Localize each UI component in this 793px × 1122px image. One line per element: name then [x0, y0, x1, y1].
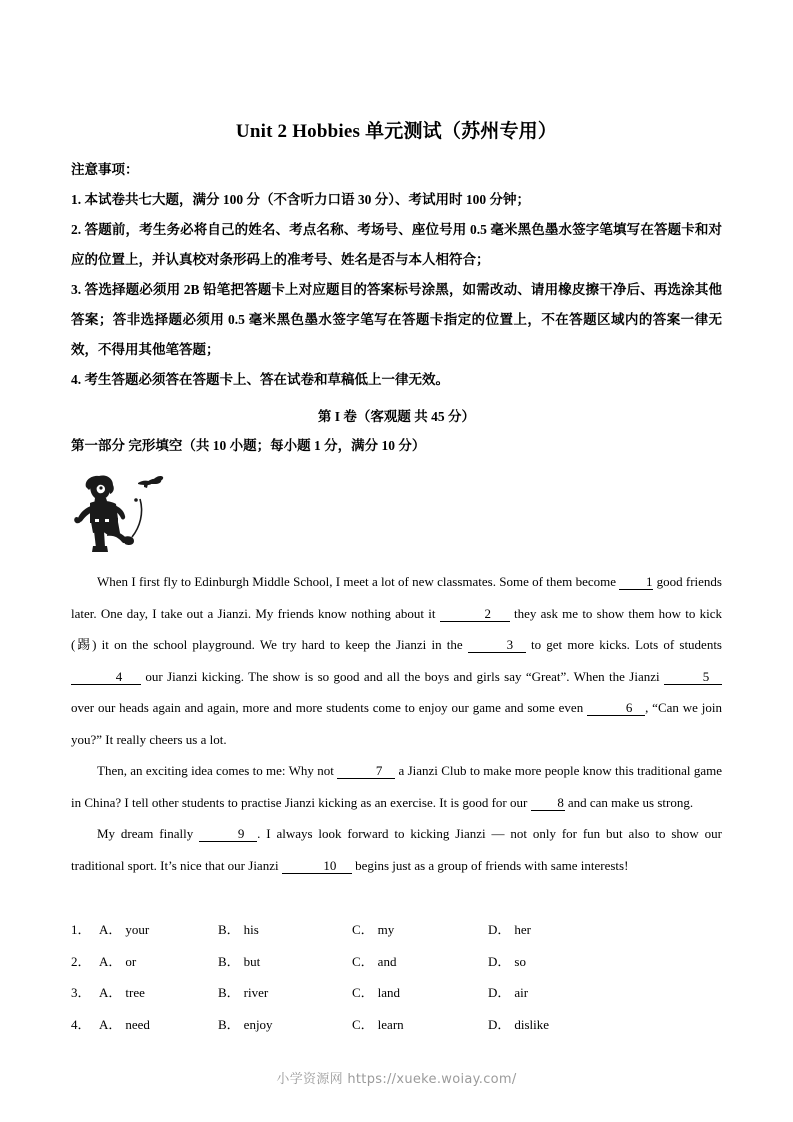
section-title: 第一部分 完形填空（共 10 小题；每小题 1 分，满分 10 分）	[71, 438, 426, 453]
option-text: my	[377, 922, 395, 937]
option-d[interactable]	[488, 914, 531, 946]
option-text: dislike	[514, 1016, 550, 1032]
notice-item-3: 3. 答选择题必须用 2B 铅笔把答题卡上对应题目的答案标号涂黑，如需改动、请用橡皮擦干净后、再选涂其他答案；答非选择题必须用 0.5 毫米黑色墨水签字笔写在答题卡指定的位置上，不在答题区域内的答案一律无效，不得用其他笔答题；	[71, 282, 722, 357]
option-b[interactable]	[218, 977, 268, 1009]
option-c[interactable]	[352, 914, 394, 946]
option-text: but	[243, 953, 261, 969]
option-letter: A．	[99, 985, 122, 1000]
option-a[interactable]	[99, 1009, 150, 1041]
notice-item-1: 1. 本试卷共七大题，满分 100 分（不含听力口语 30 分）、考试用时 100 分钟；	[71, 192, 530, 207]
option-letter: A．	[99, 953, 122, 969]
option-text: his	[243, 922, 259, 937]
question-number: 1．	[71, 922, 91, 937]
question-number: 2．	[71, 953, 91, 969]
option-letter: B．	[218, 1016, 240, 1032]
notice-item-4: 4. 考生答题必须答在答题卡上、答在试卷和草稿低上一律无效。	[71, 372, 449, 387]
option-text: tree	[125, 985, 145, 1000]
option-text: your	[125, 922, 150, 937]
option-text: river	[243, 985, 269, 1000]
question-number: 4．	[71, 1016, 91, 1032]
option-a[interactable]	[99, 946, 136, 978]
site-watermark: 小学资源网 https://xueke.woiay.com/	[276, 1072, 517, 1087]
option-letter: B．	[218, 953, 240, 969]
answer-blank-10[interactable]: 10	[282, 859, 352, 874]
answer-blank-9[interactable]: 9	[199, 827, 257, 842]
option-text: so	[514, 953, 526, 969]
part-title: 第 I 卷（客观题 共 45 分）	[317, 409, 476, 424]
option-text: land	[377, 985, 401, 1000]
passage-paragraph: My dream finally 9 . I always look forward to kicking Jianzi — not only for fun but also to show our traditional sport. It’s nice that our Jianzi 10 begins just as a group of friends with same interests!	[71, 826, 722, 873]
cloze-passage	[71, 566, 722, 881]
option-letter: C．	[352, 1016, 374, 1032]
option-b[interactable]	[218, 946, 260, 978]
question-row	[71, 946, 722, 978]
option-letter: A．	[99, 1016, 122, 1032]
question-row	[71, 914, 722, 946]
boy-kicking-jianzi-icon	[68, 473, 168, 555]
option-c[interactable]	[352, 946, 396, 978]
option-d[interactable]	[488, 1009, 549, 1041]
option-d[interactable]	[488, 977, 528, 1009]
question-row	[71, 1009, 722, 1041]
option-c[interactable]	[352, 1009, 404, 1041]
option-a[interactable]	[99, 977, 145, 1009]
option-a[interactable]	[99, 914, 149, 946]
question-options-list	[71, 914, 722, 1040]
option-d[interactable]	[488, 946, 526, 978]
notice-heading: 注意事项：	[71, 162, 139, 177]
notice-item-2: 2. 答题前，考生务必将自己的姓名、考点名称、考场号、座位号用 0.5 毫米黑色墨水签字笔填写在答题卡和对应的位置上，并认真校对条形码上的准考号、姓名是否与本人相符合；	[71, 222, 722, 267]
option-letter: D．	[488, 922, 511, 937]
question-row	[71, 977, 722, 1009]
option-text: her	[514, 922, 531, 937]
option-letter: B．	[218, 922, 240, 937]
option-text: learn	[377, 1016, 404, 1032]
option-text: need	[125, 1016, 150, 1032]
option-letter: D．	[488, 953, 511, 969]
passage-paragraph: Then, an exciting idea comes to me: Why not 7 a Jianzi Club to make more people know this traditional game in China? I tell other students to practise Jianzi kicking as an exercise. It is good for our 8 and can make us strong.	[71, 763, 722, 810]
answer-blank-4[interactable]: 4	[71, 670, 141, 685]
answer-blank-1[interactable]: 1	[619, 575, 653, 590]
option-letter: D．	[488, 985, 511, 1000]
answer-blank-5[interactable]: 5	[664, 670, 722, 685]
answer-blank-7[interactable]: 7	[337, 764, 395, 779]
passage-paragraph: When I first fly to Edinburgh Middle School, I meet a lot of new classmates. Some of them become 1 good friends later. One day, I take out a Jianzi. My friends know nothing about it 2 they ask me to show them how to kick (踢) it on the school playground. We try hard to keep the Jianzi in the 3 to get more kicks. Lots of students 4 our Jianzi kicking. The show is so good and all the boys and girls say “Great”. When the Jianzi 5 over our heads again and again, more and more students come to enjoy our game and some even 6 , “Can we join you?” It really cheers us a lot.	[71, 574, 722, 747]
answer-blank-8[interactable]: 8	[531, 796, 565, 811]
option-letter: C．	[352, 985, 374, 1000]
option-letter: B．	[218, 985, 240, 1000]
answer-blank-6[interactable]: 6	[587, 701, 645, 716]
option-text: and	[377, 953, 397, 969]
notice-block	[71, 156, 722, 395]
option-letter: D．	[488, 1016, 511, 1032]
option-letter: C．	[352, 953, 374, 969]
option-b[interactable]	[218, 914, 259, 946]
option-c[interactable]	[352, 977, 400, 1009]
answer-blank-3[interactable]: 3	[468, 638, 526, 653]
option-text: enjoy	[243, 1016, 273, 1032]
option-letter: C．	[352, 922, 374, 937]
page-title: Unit 2 Hobbies 单元测试（苏州专用）	[235, 121, 558, 142]
option-text: or	[125, 953, 137, 969]
option-letter: A．	[99, 922, 122, 937]
option-text: air	[514, 985, 529, 1000]
question-number: 3．	[71, 985, 91, 1000]
answer-blank-2[interactable]: 2	[440, 607, 510, 622]
option-b[interactable]	[218, 1009, 273, 1041]
